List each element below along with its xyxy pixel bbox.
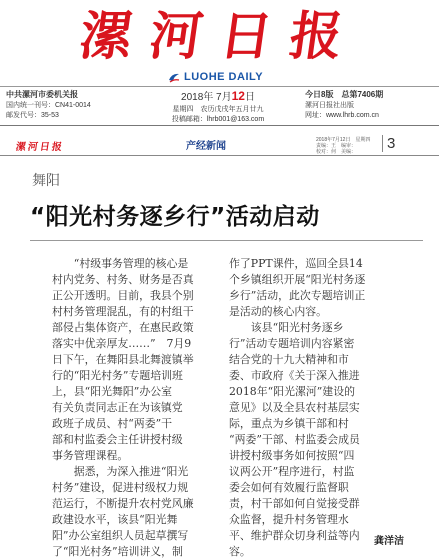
english-name-line bbox=[168, 70, 263, 84]
masthead-info-strip bbox=[0, 86, 439, 126]
weekday-lunar: 星期四 农历戊戌年五月廿九 bbox=[172, 106, 264, 113]
headline-divider bbox=[30, 240, 423, 241]
article-text-line: 有关负责同志正在为该镇党 bbox=[52, 401, 183, 414]
article-text-line: 上，县“阳光舞阳”办公室 bbox=[52, 385, 173, 398]
article-text-line: 乡行”活动，此次专题培训正 bbox=[229, 289, 366, 302]
article-column-right bbox=[229, 256, 419, 560]
publication-info bbox=[6, 89, 126, 121]
article-text-line: 事务管理课程。 bbox=[52, 449, 129, 462]
article-text-line: 部侵占集体资产，在惠民政策 bbox=[52, 321, 194, 334]
postal-code-line: 邮发代号：35-53 bbox=[6, 112, 59, 119]
section-meta-date: 2018年7月12日 星期四 bbox=[316, 137, 371, 143]
contact-email: 投稿邮箱：lhrb001@163.com bbox=[171, 116, 265, 123]
article-text-line: 众监督，提升村务管理水 bbox=[229, 513, 349, 526]
article-byline: 龚洋洁 bbox=[374, 536, 404, 547]
article-text-line: 村务”建设，促进村级权力规 bbox=[52, 481, 189, 494]
section-header bbox=[0, 134, 439, 156]
masthead bbox=[0, 0, 439, 84]
page-number: 3 bbox=[382, 135, 395, 152]
edition-info bbox=[305, 89, 435, 121]
article-text-line: 2018年“阳光漯河”建设的 bbox=[229, 385, 355, 398]
article-text-line: 委会如何有效履行监督职 bbox=[229, 481, 349, 494]
publisher: 漯河日报社出版 bbox=[305, 102, 354, 109]
article-text-line: 村村务管理混乱，有的村组干 bbox=[52, 305, 194, 318]
page-count: 今日8版 总第7406期 bbox=[305, 90, 384, 99]
issue-date bbox=[148, 89, 288, 105]
article-kicker: 舞阳 bbox=[32, 173, 60, 189]
article-column-left bbox=[52, 256, 242, 560]
newspaper-logo-icon bbox=[168, 71, 180, 83]
article-text-line: 部和村监委会主任讲授村级 bbox=[52, 433, 183, 446]
publisher-org: 中共漯河市委机关报 bbox=[6, 90, 78, 99]
article-text-line: 行”活动专题培训内容紧密 bbox=[229, 337, 355, 350]
article-text-line: 政建设水平，该县“阳光舞 bbox=[52, 513, 178, 526]
issn-line: 国内统一刊号：CN41-0014 bbox=[6, 102, 91, 109]
article-text-line: 个乡镇组织开展“阳光村务逐 bbox=[229, 273, 366, 286]
article-text-line: 正公开透明。目前，我县个别 bbox=[52, 289, 194, 302]
section-meta-editor: 责编：王 编审： bbox=[316, 143, 357, 149]
article-text-line: 责，村干部如何自觉接受群 bbox=[229, 497, 360, 510]
date-prefix: 2018年 7月 bbox=[181, 92, 232, 103]
article-text-line: 政班子成员、村“两委”干 bbox=[52, 417, 173, 430]
newspaper-title: 漯河日报 bbox=[75, 6, 365, 67]
article-text-line: 容。 bbox=[229, 545, 251, 558]
article-text-line: 际，重点为乡镇干部和村 bbox=[229, 417, 349, 430]
article-text-line: 讲授村级事务如何按照“四 bbox=[229, 449, 355, 462]
article-text-line: 行的“阳光村务”专题培训班 bbox=[52, 369, 183, 382]
article-text-line: 平、维护群众切身利益等内 bbox=[229, 529, 360, 542]
article-text-line: “两委”干部、村监委会成员 bbox=[229, 433, 360, 446]
article-text-line: 日下午，在舞阳县北舞渡镇举 bbox=[52, 353, 194, 366]
article-text-line: 是活动的核心内容。 bbox=[229, 305, 328, 318]
english-name: LUOHE DAILY bbox=[184, 71, 264, 83]
article-text-line: 结合党的十九大精神和市 bbox=[229, 353, 349, 366]
article-text-line: 了“阳光村务”培训讲义，制 bbox=[52, 545, 183, 558]
article-text-line: 落实中优亲厚友……” 7月9 bbox=[52, 337, 192, 350]
article-text-line: 村内党务、村务、财务是否真 bbox=[52, 273, 194, 286]
section-meta-proof: 校对：何 美编： bbox=[316, 149, 357, 155]
website: 网址：www.lhrb.com.cn bbox=[305, 112, 379, 119]
article-text-line: 意见》以及全县农村基层实 bbox=[229, 401, 360, 414]
article-text-line: 议两公开”程序进行，村监 bbox=[229, 465, 355, 478]
article-text-line: 作了PPT课件，巡回全县14 bbox=[229, 257, 363, 270]
article-text-line: “村级事务管理的核心是 bbox=[52, 257, 189, 270]
section-meta bbox=[316, 137, 376, 155]
article-text-line: 范运行，不断提升农村党风廉 bbox=[52, 497, 194, 510]
issue-date-block bbox=[148, 89, 288, 125]
article-headline: “阳光村务逐乡行”活动启动 bbox=[30, 204, 320, 230]
mini-logo: 漯河日报 bbox=[14, 142, 65, 153]
article-text-line: 阳”办公室组织人员起草撰写 bbox=[52, 529, 189, 542]
article-text-line: 委、市政府《关于深入推进 bbox=[229, 369, 360, 382]
article-text-line: 该县“阳光村务逐乡 bbox=[229, 321, 344, 334]
date-day: 12 bbox=[231, 89, 245, 103]
date-suffix: 日 bbox=[244, 92, 255, 103]
section-name: 产经新闻 bbox=[186, 141, 226, 152]
article-text-line: 据悉，为深入推进“阳光 bbox=[52, 465, 189, 478]
